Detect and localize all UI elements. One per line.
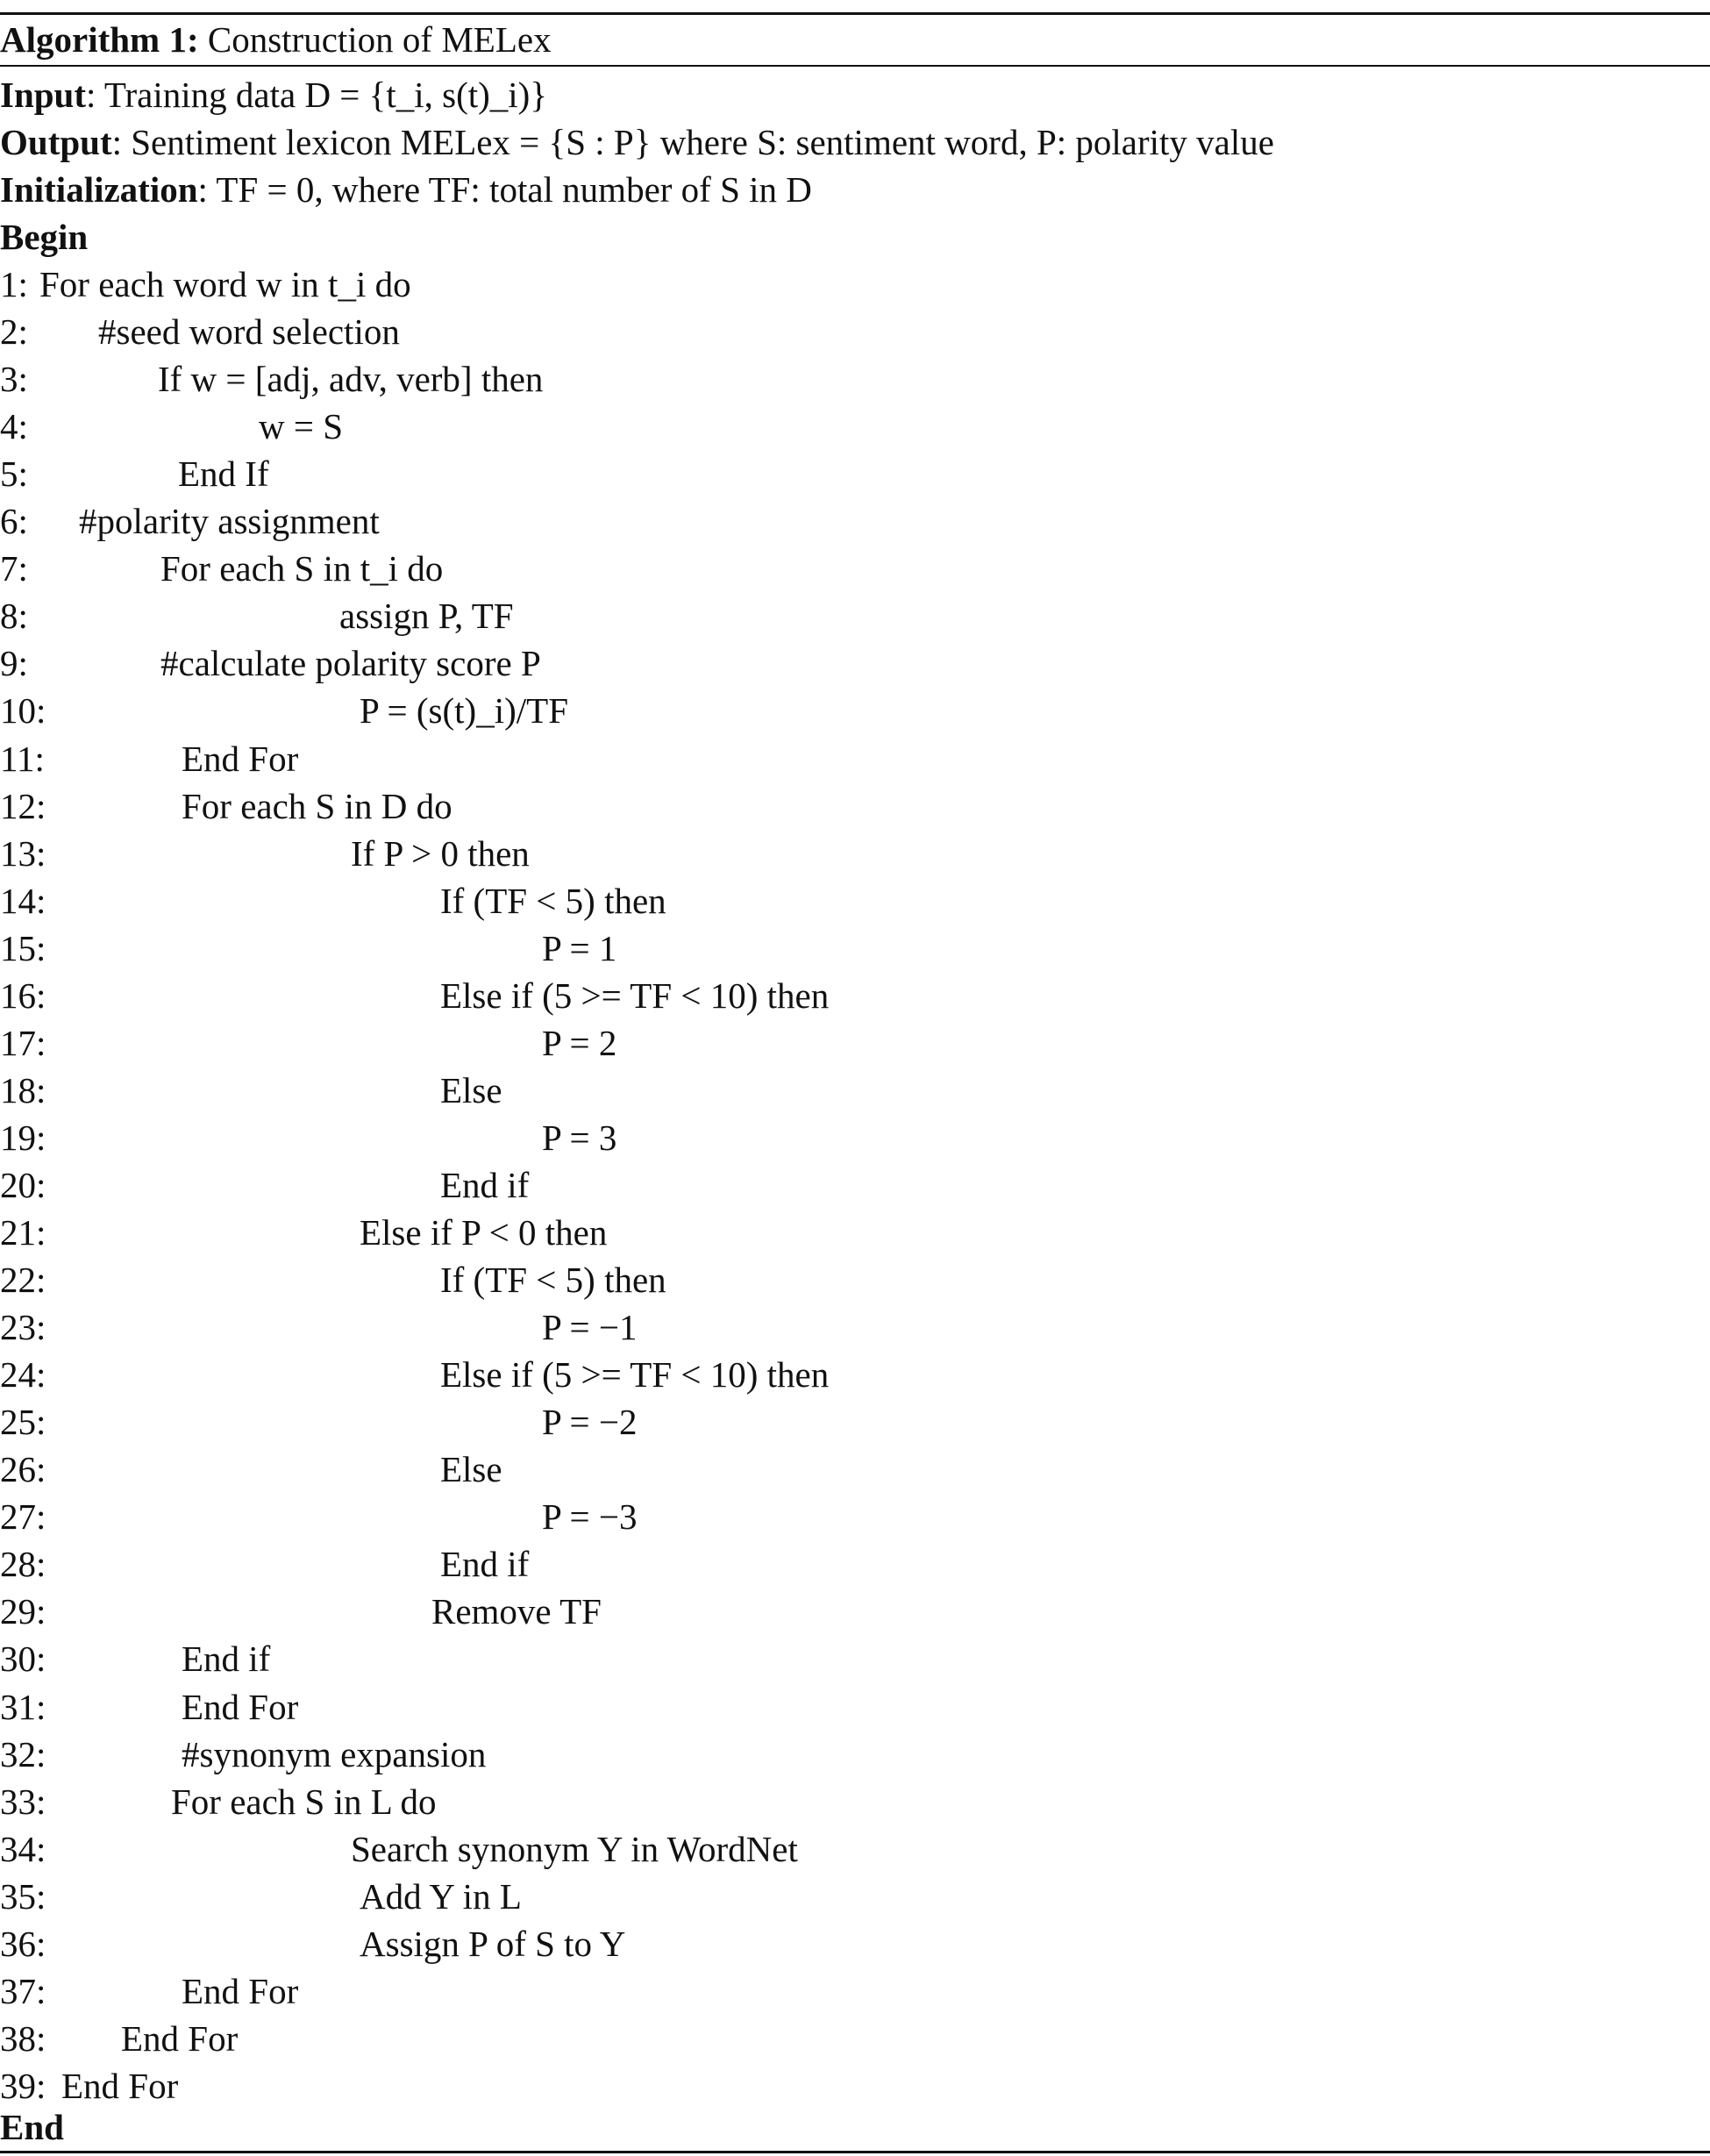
step-text: End For	[121, 2018, 239, 2059]
step-text: End If	[178, 453, 269, 494]
step-text: End For	[61, 2066, 179, 2106]
step-number: 18:	[0, 1070, 46, 1110]
step-number: 9:	[0, 643, 28, 683]
step-number: 20:	[0, 1165, 46, 1205]
step-text: P = −3	[542, 1496, 638, 1537]
step-number: 26:	[0, 1449, 46, 1489]
step-text: P = −1	[542, 1307, 638, 1347]
step-number: 27:	[0, 1496, 46, 1537]
step-text: For each S in L do	[171, 1781, 437, 1822]
step-number: 33:	[0, 1781, 46, 1822]
step-number: 21:	[0, 1212, 46, 1253]
input-label: Input	[0, 75, 87, 115]
step-number: 1:	[0, 264, 28, 304]
step-text: Else if (5 >= TF < 10) then	[440, 975, 830, 1016]
step-text: Assign P of S to Y	[360, 1924, 626, 1964]
step-text: assign P, TF	[339, 596, 514, 636]
step-number: 22:	[0, 1260, 46, 1300]
caption-label: Algorithm 1:	[0, 19, 199, 60]
step-text: End if	[440, 1165, 530, 1205]
step-text: Remove TF	[431, 1591, 602, 1631]
step-text: Else if P < 0 then	[360, 1212, 608, 1253]
begin-label: Begin	[0, 217, 89, 257]
bottom-rule	[0, 2151, 1710, 2153]
step-number: 6:	[0, 501, 28, 541]
step-text: w = S	[259, 406, 344, 446]
step-text: If (TF < 5) then	[440, 1260, 666, 1300]
step-text: If w = [adj, adv, verb] then	[158, 359, 544, 399]
step-number: 24:	[0, 1354, 46, 1395]
step-text: Else	[440, 1070, 502, 1110]
input-text: : Training data D = {t_i, s(t)_i)}	[86, 75, 548, 115]
input-line	[0, 71, 547, 118]
output-text: : Sentiment lexicon MELex = {S : P} where S: sentiment word, P: polarity value	[111, 122, 1274, 162]
step-text: If P > 0 then	[351, 833, 530, 874]
top-rule	[0, 12, 1710, 15]
step-text: End if	[440, 1544, 530, 1584]
step-number: 12:	[0, 786, 46, 826]
step-number: 7:	[0, 548, 28, 589]
step-text: Search synonym Y in WordNet	[351, 1829, 798, 1869]
step-text: If (TF < 5) then	[440, 881, 666, 921]
step-number: 25:	[0, 1402, 46, 1442]
step-text: #seed word selection	[98, 311, 400, 352]
step-text: End For	[182, 1971, 299, 2011]
step-text: #synonym expansion	[182, 1734, 487, 1774]
step-text: For each S in t_i do	[160, 548, 444, 589]
caption-title: Construction of MELex	[207, 19, 552, 60]
step-text: #polarity assignment	[79, 501, 380, 541]
step-text: P = 3	[542, 1117, 617, 1158]
algorithm-caption	[0, 16, 552, 63]
end-label: End	[0, 2107, 64, 2147]
step-text: Else if (5 >= TF < 10) then	[440, 1354, 830, 1395]
step-number: 15:	[0, 928, 46, 968]
step-number: 35:	[0, 1876, 46, 1917]
step-text: Add Y in L	[360, 1876, 522, 1917]
caption-rule	[0, 65, 1710, 67]
step-text: P = −2	[542, 1402, 638, 1442]
step-number: 4:	[0, 406, 28, 446]
step-number: 10:	[0, 690, 46, 731]
step-number: 29:	[0, 1591, 46, 1631]
step-number: 3:	[0, 359, 28, 399]
step-text: For each word w in t_i do	[39, 264, 411, 304]
step-number: 8:	[0, 596, 28, 636]
step-text: #calculate polarity score P	[160, 643, 541, 683]
step-text: P = 1	[542, 928, 617, 968]
step-number: 19:	[0, 1117, 46, 1158]
step-number: 16:	[0, 975, 46, 1016]
initialization-text: : TF = 0, where TF: total number of S in D	[197, 169, 812, 210]
step-number: 30:	[0, 1638, 46, 1679]
step-text: End For	[182, 739, 299, 779]
step-number: 28:	[0, 1544, 46, 1584]
step-number: 5:	[0, 453, 28, 494]
step-text: End if	[182, 1638, 271, 1679]
step-number: 37:	[0, 1971, 46, 2011]
step-text: For each S in D do	[182, 786, 452, 826]
step-number: 23:	[0, 1307, 46, 1347]
step-number: 13:	[0, 833, 46, 874]
initialization-line	[0, 166, 812, 213]
step-text: Else	[440, 1449, 502, 1489]
output-line	[0, 118, 1274, 166]
output-label: Output	[0, 122, 112, 162]
step-number: 39:	[0, 2066, 46, 2106]
step-number: 32:	[0, 1734, 46, 1774]
step-number: 38:	[0, 2018, 46, 2059]
end-line	[0, 2103, 64, 2151]
step-text: End For	[182, 1687, 299, 1727]
step-number: 34:	[0, 1829, 46, 1869]
step-number: 11:	[0, 739, 45, 779]
initialization-label: Initialization	[0, 169, 198, 210]
step-number: 31:	[0, 1687, 46, 1727]
step-text: P = (s(t)_i)/TF	[360, 690, 568, 731]
step-number: 36:	[0, 1924, 46, 1964]
step-text: P = 2	[542, 1023, 617, 1063]
begin-line	[0, 213, 88, 261]
step-number: 17:	[0, 1023, 46, 1063]
step-number: 2:	[0, 311, 28, 352]
step-number: 14:	[0, 881, 46, 921]
